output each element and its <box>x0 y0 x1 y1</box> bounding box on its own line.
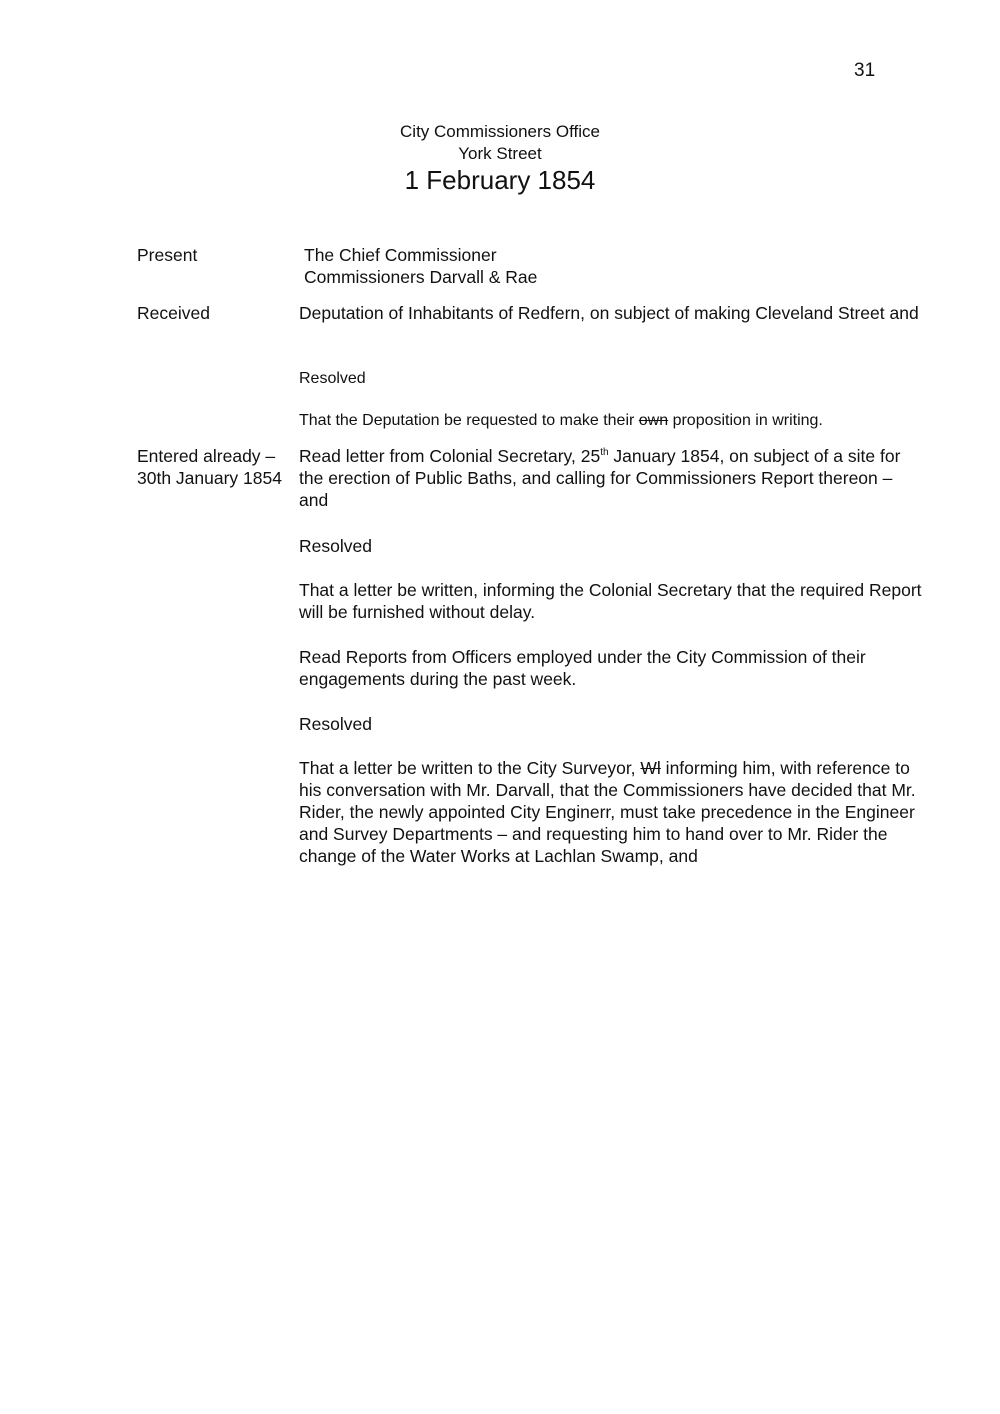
office-heading: City Commissioners Office <box>400 122 600 141</box>
colonial-resolution: That a letter be written, informing the Colonial Secretary that the required Report will be furnished without delay. <box>299 580 922 622</box>
colonial-resolved: Resolved <box>299 536 372 556</box>
present-label: Present <box>137 245 198 265</box>
received-label: Received <box>137 303 210 323</box>
surveyor-resolution-start: That a letter be written to the City Surveyor, <box>299 758 641 778</box>
present-member-1: The Chief Commissioner <box>304 245 497 265</box>
colonial-letter-end: January 1854, on subject of a site for the erection of Public Baths, and calling for Commissioners Report thereon – and <box>299 446 901 510</box>
entered-label-line-1: Entered already – <box>137 446 276 466</box>
page-number: 31 <box>854 60 876 81</box>
colonial-letter-start: Read letter from Colonial Secretary, 25 <box>299 446 601 466</box>
reports-text: Read Reports from Officers employed under the City Commission of their engagements during the past week. <box>299 647 866 689</box>
struck-word: own <box>638 412 669 429</box>
surveyor-resolution <box>299 757 924 867</box>
entered-label-line-2: 30th January 1854 <box>137 468 282 488</box>
struck-initials: Wl <box>640 758 661 778</box>
received-resolution-end: proposition in writing. <box>668 412 823 429</box>
surveyor-resolution-end: informing him, with reference to his conversation with Mr. Darvall, that the Commissioners have decided that Mr. Rider, the newly appointed City Enginerr, must take precedence in the Engineer and Survey Departments – and requesting him to hand over to Mr. Rider the change of the Water Works at Lachlan Swamp, and <box>299 758 916 866</box>
received-text: Deputation of Inhabitants of Redfern, on subject of making Cleveland Street and <box>299 303 919 323</box>
received-resolved: Resolved <box>299 370 366 387</box>
colonial-letter-text <box>299 445 924 511</box>
meeting-date: 1 February 1854 <box>404 165 596 195</box>
ordinal-suffix: th <box>600 447 609 459</box>
received-resolution <box>299 410 924 432</box>
present-member-2: Commissioners Darvall & Rae <box>304 267 538 287</box>
reports-resolved: Resolved <box>299 714 372 734</box>
received-resolution-start: That the Deputation be requested to make their <box>299 412 639 429</box>
street-heading: York Street <box>458 144 542 163</box>
